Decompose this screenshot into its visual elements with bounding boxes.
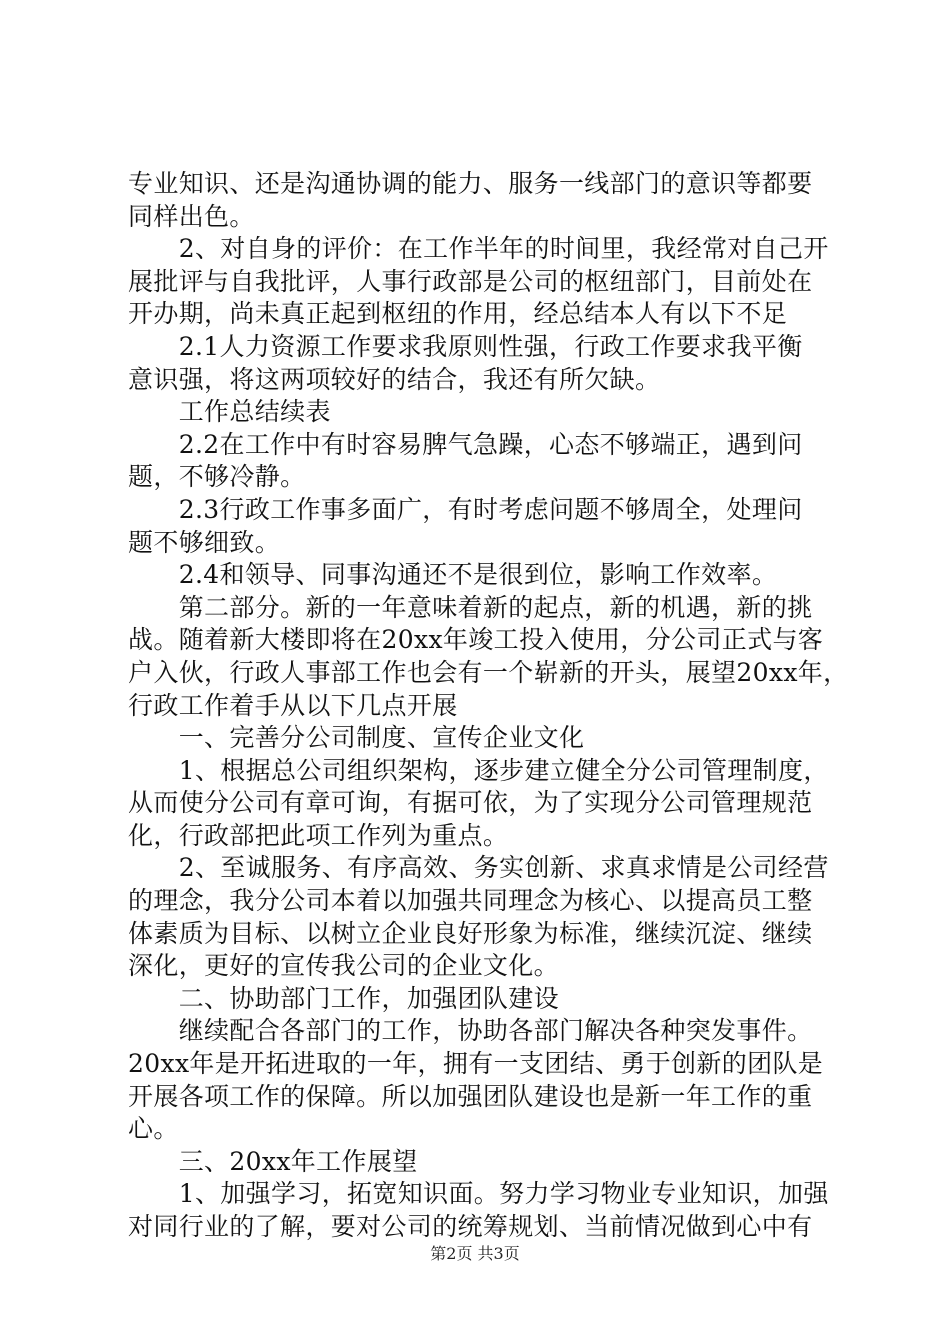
text-line: 户入伙，行政人事部工作也会有一个崭新的开头，展望20xx年， xyxy=(128,657,849,687)
text-line: 意识强，将这两项较好的结合，我还有所欠缺。 xyxy=(128,364,661,394)
text-line: 深化，更好的宣传我公司的企业文化。 xyxy=(128,951,559,981)
text-line: 第二部分。新的一年意味着新的起点，新的机遇，新的挑 xyxy=(128,592,813,622)
text-line: 化，行政部把此项工作列为重点。 xyxy=(128,820,509,850)
text-line: 一、完善分公司制度、宣传企业文化 xyxy=(128,723,585,753)
text-line: 开展各项工作的保障。所以加强团队建设也是新一年工作的重 xyxy=(128,1081,813,1111)
text-line: 1、加强学习，拓宽知识面。努力学习物业专业知识，加强 xyxy=(128,1179,829,1209)
text-line: 二、协助部门工作，加强团队建设 xyxy=(128,983,559,1013)
text-line: 20xx年是开拓进取的一年，拥有一支团结、勇于创新的团队是 xyxy=(128,1049,824,1079)
text-line: 题，不够冷静。 xyxy=(128,462,306,492)
text-line: 2、对自身的评价：在工作半年的时间里，我经常对自己开 xyxy=(128,234,829,264)
text-line: 同样出色。 xyxy=(128,201,255,231)
text-line: 体素质为目标、以树立企业良好形象为标准，继续沉淀、继续 xyxy=(128,918,813,948)
text-line: 2.1人力资源工作要求我原则性强，行政工作要求我平衡 xyxy=(128,331,803,361)
text-line: 心。 xyxy=(128,1114,179,1144)
text-line: 题不够细致。 xyxy=(128,527,281,557)
text-line: 开办期，尚未真正起到枢纽的作用，经总结本人有以下不足 xyxy=(128,299,788,329)
text-line: 2.4和领导、同事沟通还不是很到位，影响工作效率。 xyxy=(128,560,778,590)
text-line: 2、至诚服务、有序高效、务实创新、求真求情是公司经营 xyxy=(128,853,829,883)
text-line: 2.2在工作中有时容易脾气急躁，心态不够端正，遇到问 xyxy=(128,429,803,459)
text-line: 的理念，我分公司本着以加强共同理念为核心、以提高员工整 xyxy=(128,886,813,916)
text-line: 行政工作着手从以下几点开展 xyxy=(128,690,458,720)
text-line: 专业知识、还是沟通协调的能力、服务一线部门的意识等都要 xyxy=(128,169,813,198)
text-line: 工作总结续表 xyxy=(128,397,331,427)
text-line: 1、根据总公司组织架构，逐步建立健全分公司管理制度， xyxy=(128,755,829,785)
text-line: 战。随着新大楼即将在20xx年竣工投入使用，分公司正式与客 xyxy=(128,625,824,655)
text-line: 从而使分公司有章可询，有据可依，为了实现分公司管理规范 xyxy=(128,788,813,818)
text-line: 三、20xx年工作展望 xyxy=(128,1146,418,1176)
text-line: 展批评与自我批评，人事行政部是公司的枢纽部门，目前处在 xyxy=(128,266,813,296)
text-line: 对同行业的了解，要对公司的统筹规划、当前情况做到心中有 xyxy=(128,1212,813,1241)
body-text xyxy=(128,168,849,1244)
page-number-footer: 第2页 共3页 xyxy=(430,1244,520,1263)
text-line: 继续配合各部门的工作，协助各部门解决各种突发事件。 xyxy=(128,1016,813,1046)
text-line: 2.3行政工作事多面广，有时考虑问题不够周全，处理问 xyxy=(128,494,803,524)
